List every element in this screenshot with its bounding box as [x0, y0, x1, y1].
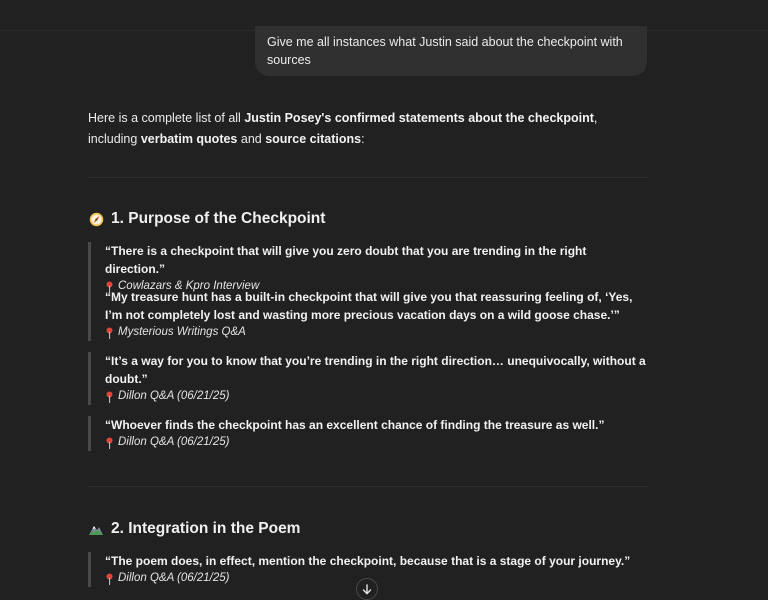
quote-block	[88, 352, 648, 405]
quote-text: “It’s a way for you to know that you’re trending in the right direction… unequivocally, without a doubt.”	[105, 354, 646, 386]
source-text: Cowlazars & Kpro Interview	[118, 280, 260, 292]
quote-block	[88, 288, 648, 341]
quote-text: “The poem does, in effect, mention the checkpoint, because that is a stage of your journey.”	[105, 554, 631, 568]
source-text: Dillon Q&A (06/21/25)	[118, 572, 230, 584]
quote-source	[105, 324, 648, 341]
pin-icon	[105, 327, 114, 339]
pin-icon	[105, 573, 114, 585]
section-divider	[88, 486, 648, 487]
pin-icon	[105, 437, 114, 449]
section-title-purpose	[88, 208, 325, 230]
section-title-text: 1. Purpose of the Checkpoint	[111, 210, 326, 227]
quote-text: “Whoever finds the checkpoint has an excellent chance of finding the treasure as well.”	[105, 418, 605, 432]
intro-bold: source citations	[265, 131, 362, 146]
quote-text: “There is a checkpoint that will give you zero doubt that you are trending in the right direction.”	[105, 244, 587, 276]
compass-icon	[88, 211, 104, 227]
section-title-text: 2. Integration in the Poem	[111, 520, 301, 537]
mountain-icon	[88, 521, 104, 537]
intro-text: :	[361, 131, 365, 146]
quote-block	[88, 416, 648, 451]
user-message-text: Give me all instances what Justin said about the checkpoint with sources	[267, 35, 623, 67]
quote-text: “My treasure hunt has a built-in checkpoint that will give you that reassuring feeling of, ‘Yes, I’m not completely lost and wasting more precious vacation days on a wild goose chase.’”	[105, 290, 633, 322]
user-message-bubble	[255, 26, 647, 76]
source-text: Mysterious Writings Q&A	[118, 326, 246, 338]
intro-text: , including	[88, 111, 598, 146]
intro-text: and	[237, 131, 266, 146]
source-text: Dillon Q&A (06/21/25)	[118, 390, 230, 402]
assistant-intro	[88, 108, 648, 149]
intro-bold: Justin Posey's confirmed statements about the checkpoint	[244, 111, 594, 125]
intro-bold: verbatim quotes	[140, 131, 238, 146]
source-text: Dillon Q&A (06/21/25)	[118, 436, 230, 448]
quote-source	[105, 388, 648, 405]
quote-source	[105, 434, 648, 451]
intro-text: Here is a complete list of all	[88, 111, 245, 125]
section-divider	[88, 177, 648, 178]
pin-icon	[105, 391, 114, 403]
section-title-integration	[88, 518, 300, 540]
arrow-down-icon	[362, 584, 372, 595]
